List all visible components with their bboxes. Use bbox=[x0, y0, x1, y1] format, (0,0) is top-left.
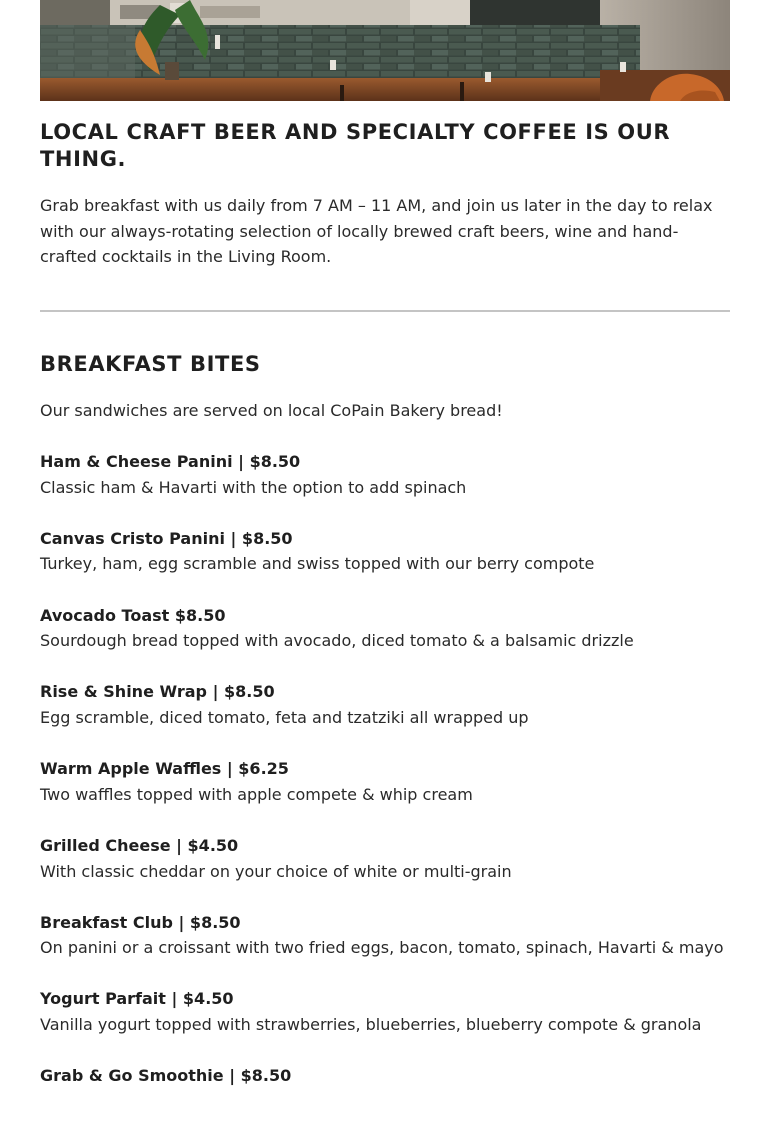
menu-item-description: Sourdough bread topped with avocado, diced tomato & a balsamic drizzle bbox=[40, 631, 634, 651]
menu-item-description: Two waffles topped with apple compete & whip cream bbox=[40, 784, 473, 804]
menu-item-name: Canvas Cristo Panini | $8.50 bbox=[40, 528, 293, 548]
menu-item-name: Breakfast Club | $8.50 bbox=[40, 912, 241, 932]
menu-item bbox=[40, 833, 730, 884]
menu-item-description: Classic ham & Havarti with the option to add spinach bbox=[40, 477, 467, 497]
cafe-counter-photo bbox=[40, 0, 730, 101]
menu-item bbox=[40, 526, 730, 577]
menu-item bbox=[40, 449, 730, 500]
menu-item bbox=[40, 986, 730, 1037]
menu-item-description: Turkey, ham, egg scramble and swiss topped with our berry compote bbox=[40, 554, 595, 574]
menu-item bbox=[40, 603, 730, 654]
menu-item-name: Rise & Shine Wrap | $8.50 bbox=[40, 682, 275, 702]
menu-item-description: On panini or a croissant with two fried eggs, bacon, tomato, spinach, Havarti & mayo bbox=[40, 938, 724, 958]
menu-item bbox=[40, 910, 730, 961]
hero-image bbox=[40, 0, 730, 101]
menu-item-name: Warm Apple Waffles | $6.25 bbox=[40, 759, 289, 779]
breakfast-section-title: BREAKFAST BITES bbox=[40, 352, 261, 376]
menu-item-description: With classic cheddar on your choice of white or multi-grain bbox=[40, 861, 512, 881]
menu-item bbox=[40, 756, 730, 807]
menu-item-name: Ham & Cheese Panini | $8.50 bbox=[40, 452, 301, 471]
intro-paragraph: Grab breakfast with us daily from 7 AM – 11 AM, and join us later in the day to relax with our always-rotating selection of locally brewed craft beers, wine and hand-crafted cocktails in the Living Room. bbox=[40, 196, 713, 267]
page-headline: LOCAL CRAFT BEER AND SPECIALTY COFFEE IS OUR THING. bbox=[40, 120, 671, 171]
menu-item-description: Egg scramble, diced tomato, feta and tzatziki all wrapped up bbox=[40, 707, 529, 727]
menu-item-name: Grilled Cheese | $4.50 bbox=[40, 835, 239, 855]
menu-item-name: Yogurt Parfait | $4.50 bbox=[40, 989, 234, 1009]
menu-item bbox=[40, 679, 730, 730]
breakfast-note: Our sandwiches are served on local CoPain Bakery bread! bbox=[40, 401, 503, 420]
breakfast-menu-list bbox=[40, 449, 730, 1114]
menu-item-name: Avocado Toast $8.50 bbox=[40, 605, 226, 625]
menu-item bbox=[40, 1063, 730, 1089]
section-divider bbox=[40, 310, 730, 312]
menu-item-description: Vanilla yogurt topped with strawberries, blueberries, blueberry compote & granola bbox=[40, 1015, 702, 1035]
menu-item-name: Grab & Go Smoothie | $8.50 bbox=[40, 1066, 292, 1086]
